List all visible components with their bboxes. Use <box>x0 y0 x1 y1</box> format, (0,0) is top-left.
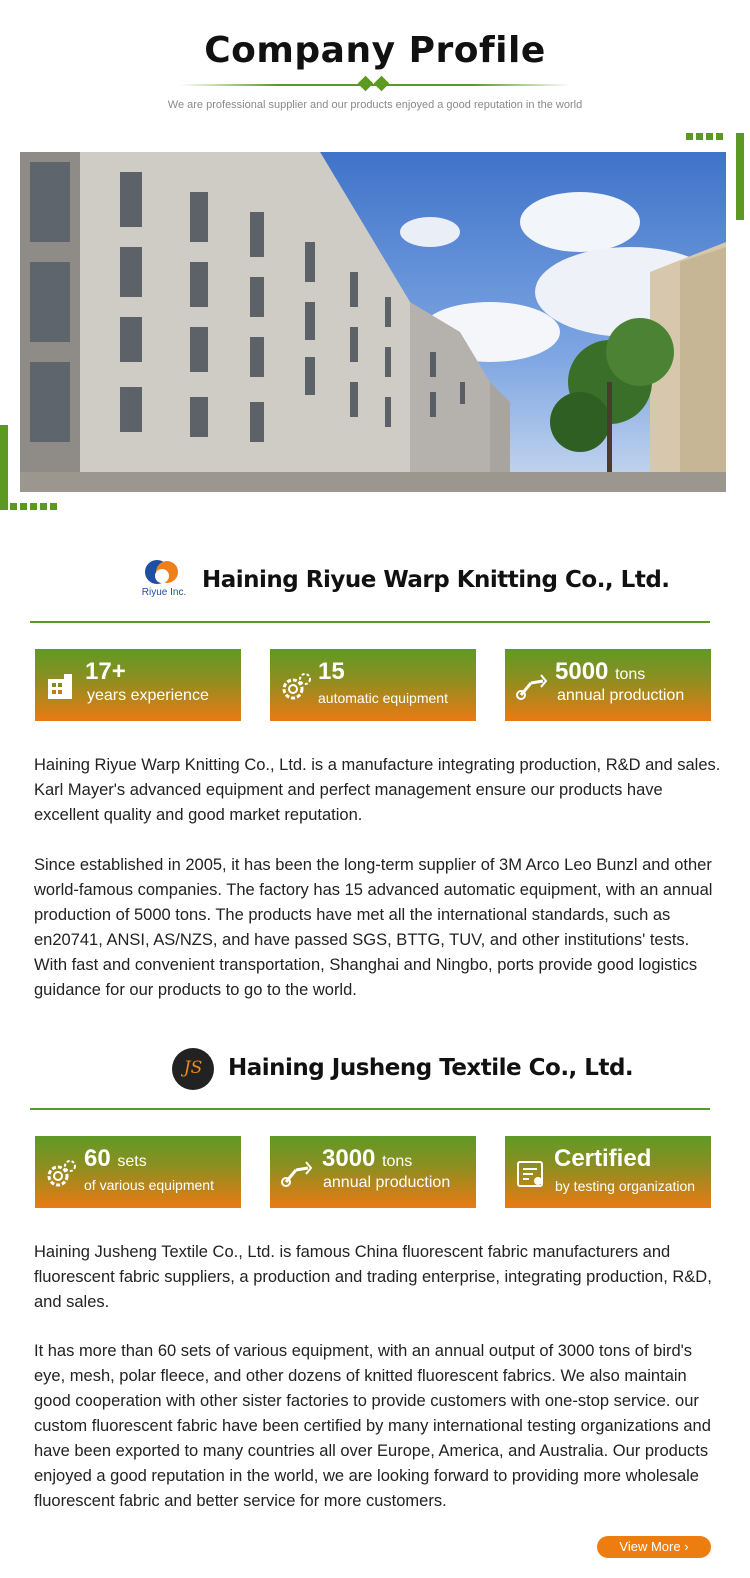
stat-label: annual production <box>557 687 685 704</box>
stat-card-output <box>270 1136 476 1208</box>
company1-divider <box>30 621 710 623</box>
stat-value: 60 <box>84 1145 111 1172</box>
corner-squares-bottom <box>0 503 60 511</box>
riyue-logo <box>137 558 191 600</box>
company1-name: Haining Riyue Warp Knitting Co., Ltd. <box>202 567 670 593</box>
stat-value: 5000 <box>555 658 609 685</box>
stat-unit: sets <box>117 1153 147 1170</box>
chevron-right-icon: › <box>684 1539 689 1554</box>
view-more-label: View More <box>619 1539 681 1554</box>
stat-card-years <box>35 649 241 721</box>
stat-value: Certified <box>554 1145 652 1172</box>
stat-label: automatic equipment <box>318 690 448 706</box>
corner-squares-top <box>686 133 744 141</box>
stat-card-certified <box>505 1136 711 1208</box>
divider-diamond-left <box>358 76 374 92</box>
stat-card-production <box>505 649 711 721</box>
stat-label: annual production <box>323 1174 451 1191</box>
company2-paragraph-2: It has more than 60 sets of various equipment, with an annual output of 3000 tons of bird's eye, mesh, polar fleece, and other dozens of knitted fluorescent fabrics. We also maintain good cooperation with other sister factories to provide customers with one-stop service. our custom fluorescent fabric have been certified by many international testing organizations and have been exported to many countries all over Europe, America, and Australia. Our products enjoyed a good reputation in the world, we are looking forward to providing more wholesale fluorescent fabric and better service for more customers. <box>34 1342 711 1510</box>
stat-value: 3000 <box>322 1145 376 1172</box>
stat-unit: tons <box>382 1153 413 1170</box>
page-subtitle: We are professional supplier and our products enjoyed a good reputation in the world <box>167 99 583 111</box>
gear-icon <box>280 671 312 703</box>
view-more-button[interactable] <box>597 1536 711 1558</box>
corner-bar-right <box>736 133 744 220</box>
stat-label: of various equipment <box>84 1177 214 1193</box>
jusheng-logo <box>172 1048 214 1090</box>
corner-bar-left <box>0 425 8 510</box>
company1-paragraph-1: Haining Riyue Warp Knitting Co., Ltd. is a manufacture integrating production, R&D and sales. Karl Mayer's advanced equipment and perfect management ensure our products have excellent quality and good market reputation. <box>34 756 721 824</box>
divider-diamond-right <box>374 76 390 92</box>
jusheng-logo-text: JS <box>183 1058 203 1078</box>
stat-value: 15 <box>318 658 345 685</box>
factory-photo <box>20 152 726 492</box>
gear-icon <box>45 1158 77 1190</box>
certificate-icon <box>515 1158 547 1190</box>
stat-unit: tons <box>615 666 646 683</box>
page-title: Company Profile <box>204 30 546 71</box>
stat-card-sets <box>35 1136 241 1208</box>
building-icon <box>45 671 77 703</box>
stat-card-equipment <box>270 649 476 721</box>
company2-name: Haining Jusheng Textile Co., Ltd. <box>228 1055 634 1081</box>
stat-value: 17+ <box>85 658 126 685</box>
riyue-logo-text: Riyue Inc. <box>141 587 187 598</box>
company2-paragraph-1: Haining Jusheng Textile Co., Ltd. is famous China fluorescent fabric manufacturers and fluorescent fabric suppliers, a production and trading enterprise, integrating production, R&D, and sales. <box>34 1243 712 1311</box>
stat-label: by testing organization <box>555 1178 696 1194</box>
company1-paragraph-2: Since established in 2005, it has been the long-term supplier of 3M Arco Leo Bunzl and other world-famous companies. The factory has 15 advanced automatic equipment, with an annual production of 5000 tons. The products have met all the international standards, such as en20741, ANSI, AS/NZS, and have passed SGS, BTTG, TUV, and other institutions' tests. With fast and convenient transportation, Shanghai and Ningbo, ports provide good logistics guidance for our products to go to the world. <box>34 856 713 999</box>
company2-divider <box>30 1108 710 1110</box>
robot-arm-icon <box>280 1158 312 1190</box>
robot-arm-icon <box>515 671 547 703</box>
stat-label: years experience <box>87 687 209 704</box>
